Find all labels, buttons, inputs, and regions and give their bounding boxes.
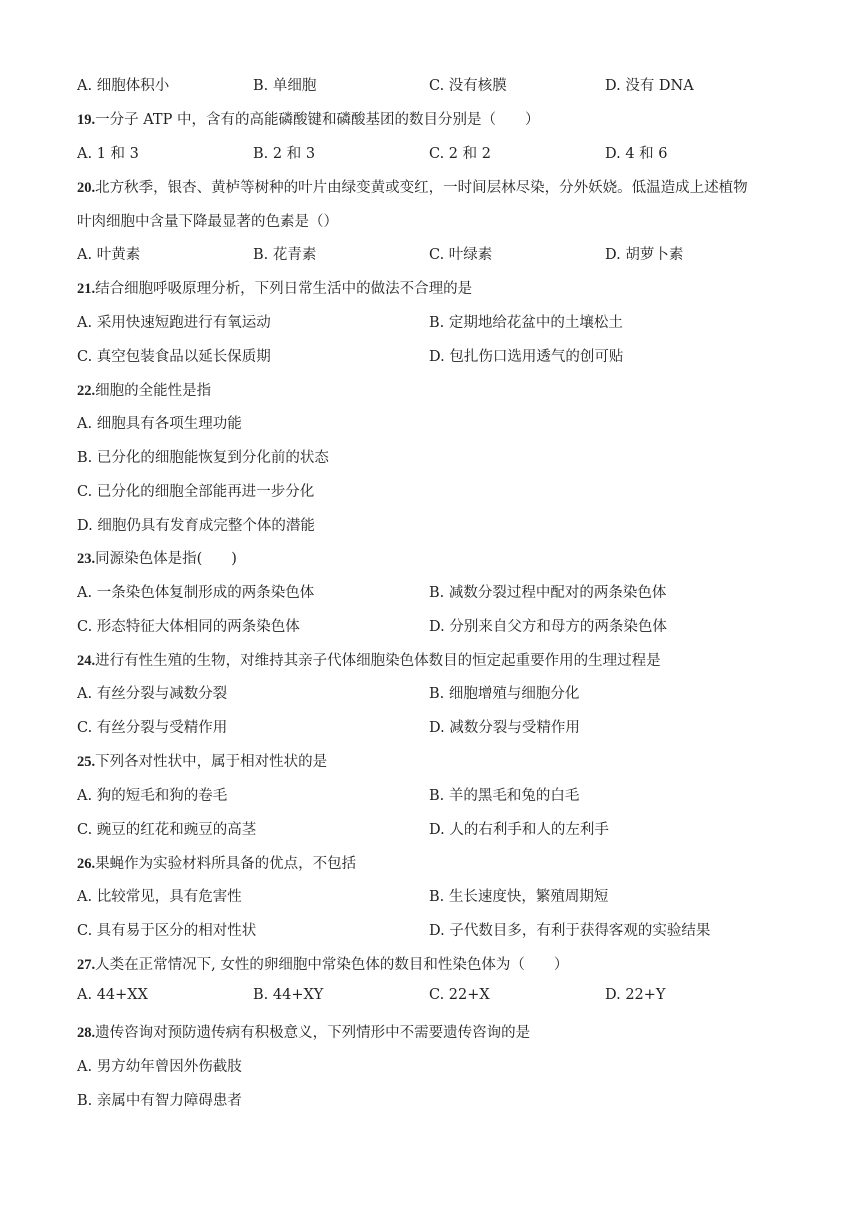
q25-option-a: A. 狗的短毛和狗的卷毛	[77, 788, 228, 804]
q24-stem: 进行有性生殖的生物，对维持其亲子代体细胞染色体数目的恒定起重要作用的生理过程是	[95, 653, 661, 669]
q26-stem-line	[77, 852, 356, 873]
q19-number: 19.	[77, 112, 96, 128]
q25-number: 25.	[77, 754, 96, 770]
q25-stem: 下列各对性状中，属于相对性状的是	[95, 754, 328, 770]
q26-number: 26.	[77, 856, 96, 872]
q19-option-a: A. 1 和 3	[77, 146, 139, 162]
q24-option-d: D. 减数分裂与受精作用	[429, 720, 580, 736]
q18-option-c: C. 没有核膜	[429, 78, 507, 94]
q20-option-d: D. 胡萝卜素	[605, 247, 684, 263]
q28-number: 28.	[77, 1025, 96, 1041]
q19-option-d: D. 4 和 6	[605, 146, 668, 162]
q18-option-a: A. 细胞体积小	[77, 78, 170, 94]
q21-option-a: A. 采用快速短跑进行有氧运动	[77, 315, 271, 331]
q24-option-a: A. 有丝分裂与减数分裂	[77, 686, 228, 702]
q27-stem-line	[77, 953, 568, 974]
q19-option-c: C. 2 和 2	[429, 146, 491, 162]
q22-number: 22.	[77, 383, 96, 399]
q27-stem: 人类在正常情况下, 女性的卵细胞中常染色体的数目和性染色体为（ ）	[95, 957, 569, 973]
q23-stem: 同源染色体是指( )	[95, 551, 237, 567]
q22-option-c: C. 已分化的细胞全部能再进一步分化	[77, 484, 315, 500]
q27-number: 27.	[77, 957, 96, 973]
q18-option-b: B. 单细胞	[253, 78, 317, 94]
q21-option-d: D. 包扎伤口选用透气的创可贴	[429, 349, 624, 365]
q20-stem-part1: 北方秋季，银杏、黄栌等树种的叶片由绿变黄或变红，一时间层林尽染，分外妖娆。低温造成上述植物	[95, 180, 748, 196]
q23-option-d: D. 分别来自父方和母方的两条染色体	[429, 619, 667, 635]
q25-stem-line	[77, 750, 327, 771]
q23-option-a: A. 一条染色体复制形成的两条染色体	[77, 585, 315, 601]
q18-option-d: D. 没有 DNA	[605, 78, 694, 94]
q25-option-d: D. 人的右利手和人的左利手	[429, 822, 609, 838]
q23-number: 23.	[77, 551, 96, 567]
q21-number: 21.	[77, 281, 96, 297]
q22-stem-line	[77, 379, 211, 400]
q23-option-b: B. 减数分裂过程中配对的两条染色体	[429, 585, 667, 601]
q22-option-a: A. 细胞具有各项生理功能	[77, 416, 242, 432]
q20-option-c: C. 叶绿素	[429, 247, 493, 263]
q21-stem-line	[77, 277, 472, 298]
q19-stem-line	[77, 108, 539, 129]
q22-stem: 细胞的全能性是指	[95, 383, 212, 399]
q20-stem-line2: 叶肉细胞中含量下降最显著的色素是（）	[77, 214, 338, 230]
q24-option-b: B. 细胞增殖与细胞分化	[429, 686, 580, 702]
q20-number: 20.	[77, 180, 96, 196]
q20-stem-line1	[77, 176, 748, 197]
q24-stem-line	[77, 649, 661, 670]
q27-option-c: C. 22+X	[429, 987, 490, 1003]
q19-option-b: B. 2 和 3	[253, 146, 316, 162]
q21-option-c: C. 真空包装食品以延长保质期	[77, 349, 271, 365]
q28-stem: 遗传咨询对预防遗传病有积极意义，下列情形中不需要遗传咨询的是	[95, 1025, 531, 1041]
q20-option-b: B. 花青素	[253, 247, 317, 263]
q26-option-c: C. 具有易于区分的相对性状	[77, 923, 257, 939]
q24-number: 24.	[77, 653, 96, 669]
q21-stem: 结合细胞呼吸原理分析，下列日常生活中的做法不合理的是	[95, 281, 473, 297]
q25-option-c: C. 豌豆的红花和豌豆的高茎	[77, 822, 257, 838]
q23-option-c: C. 形态特征大体相同的两条染色体	[77, 619, 300, 635]
q26-option-d: D. 子代数目多，有利于获得客观的实验结果	[429, 923, 711, 939]
q26-option-b: B. 生长速度快，繁殖周期短	[429, 889, 609, 905]
q27-option-b: B. 44+XY	[253, 987, 324, 1003]
q26-stem: 果蝇作为实验材料所具备的优点，不包括	[95, 856, 357, 872]
q27-option-a: A. 44+XX	[77, 987, 148, 1003]
q19-stem: 一分子 ATP 中，含有的高能磷酸键和磷酸基团的数目分别是（ ）	[95, 112, 540, 128]
q27-option-d: D. 22+Y	[605, 987, 666, 1003]
q28-stem-line	[77, 1021, 530, 1042]
q25-option-b: B. 羊的黑毛和兔的白毛	[429, 788, 580, 804]
q23-stem-line	[77, 547, 237, 568]
q22-option-b: B. 已分化的细胞能恢复到分化前的状态	[77, 450, 329, 466]
q28-option-b: B. 亲属中有智力障碍患者	[77, 1093, 242, 1109]
q20-option-a: A. 叶黄素	[77, 247, 141, 263]
q24-option-c: C. 有丝分裂与受精作用	[77, 720, 228, 736]
q22-option-d: D. 细胞仍具有发育成完整个体的潜能	[77, 518, 315, 534]
q21-option-b: B. 定期地给花盆中的土壤松土	[429, 315, 623, 331]
q26-option-a: A. 比较常见，具有危害性	[77, 889, 242, 905]
q28-option-a: A. 男方幼年曾因外伤截肢	[77, 1059, 242, 1075]
